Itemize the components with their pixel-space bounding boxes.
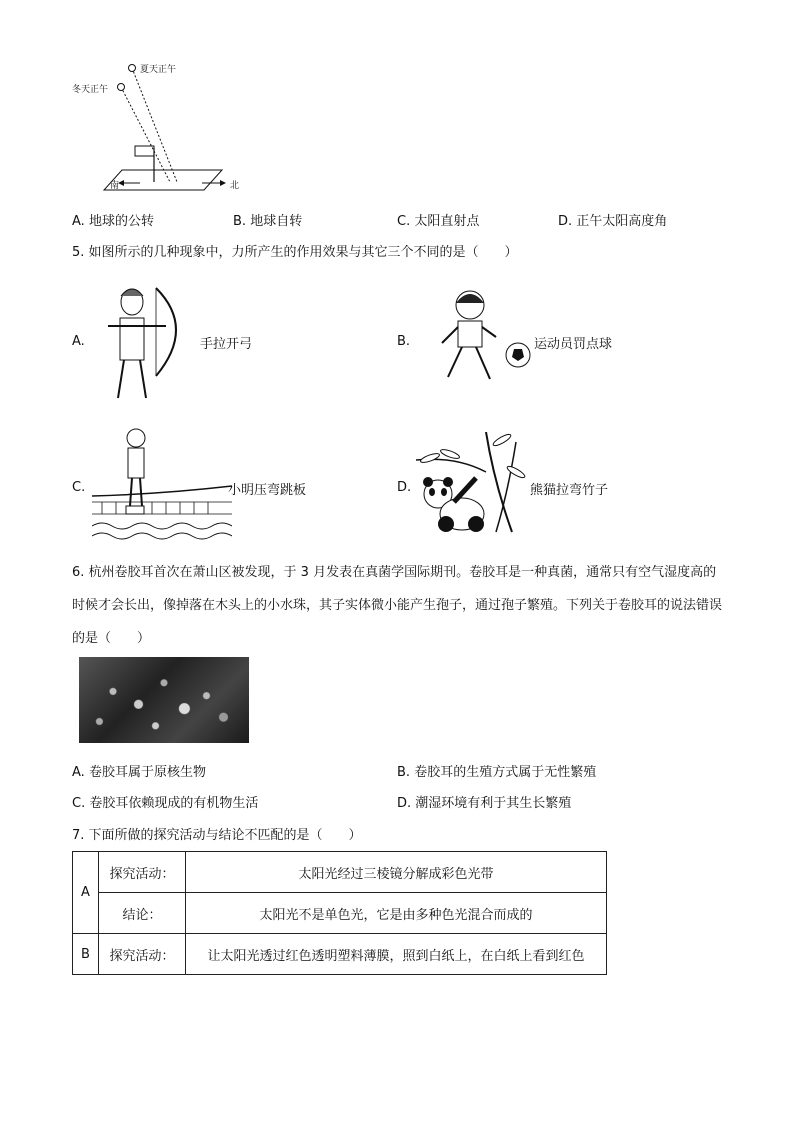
q4-option-c[interactable]: C. 太阳直射点 bbox=[397, 214, 480, 229]
q6-stem: 6. 杭州卷胶耳首次在萧山区被发现，于 3 月发表在真菌学国际期刊。卷胶耳是一种真菌，通常只有空气湿度高的时候才会长出，像掉落在木头上的小水珠，其子实体微小能产生孢子，通过孢子繁殖。下列关于卷胶耳的说法错误的是（ ） bbox=[72, 565, 723, 646]
q4-option-d[interactable]: D. 正午太阳高度角 bbox=[558, 214, 668, 229]
q4-figure bbox=[72, 58, 252, 198]
north-label: 北 bbox=[230, 181, 240, 191]
south-label: 南 bbox=[110, 181, 120, 191]
table-row bbox=[73, 893, 607, 934]
q7-table bbox=[72, 851, 607, 975]
q5-option-a-caption: 手拉开弓 bbox=[200, 337, 253, 352]
q5-option-d-letter: D. bbox=[397, 480, 412, 495]
row-label: 探究活动： bbox=[99, 934, 186, 975]
q5-option-c-letter: C. bbox=[72, 480, 86, 495]
q5-option-a-letter: A. bbox=[72, 334, 85, 349]
summer-noon-label: 夏天正午 bbox=[140, 65, 177, 75]
winter-noon-label: 冬天正午 bbox=[72, 85, 109, 95]
row-group-a: A bbox=[73, 852, 99, 934]
row-label: 探究活动： bbox=[99, 852, 186, 893]
q7-stem: 7. 下面所做的探究活动与结论不匹配的是（ ） bbox=[72, 828, 362, 843]
row-label: 结论： bbox=[99, 893, 186, 934]
q5-option-d-caption: 熊猫拉弯竹子 bbox=[530, 483, 609, 498]
row-content: 让太阳光透过红色透明塑料薄膜，照到白纸上，在白纸上看到红色 bbox=[186, 934, 607, 975]
sun-angle-diagram bbox=[72, 58, 252, 198]
q5-option-b-caption: 运动员罚点球 bbox=[534, 337, 613, 352]
q6-option-a[interactable]: A. 卷胶耳属于原核生物 bbox=[72, 765, 206, 780]
row-group-b: B bbox=[73, 934, 99, 975]
q4-option-b[interactable]: B. 地球自转 bbox=[233, 214, 303, 229]
q5-stem: 5. 如图所示的几种现象中，力所产生的作用效果与其它三个不同的是（ ） bbox=[72, 245, 518, 260]
diving-board-illustration bbox=[92, 422, 232, 546]
soccer-player-illustration bbox=[430, 285, 534, 393]
table-row bbox=[73, 852, 607, 893]
archer-illustration bbox=[96, 280, 192, 404]
q4-option-a[interactable]: A. 地球的公转 bbox=[72, 214, 154, 229]
q6-option-b[interactable]: B. 卷胶耳的生殖方式属于无性繁殖 bbox=[397, 765, 597, 780]
row-content: 太阳光经过三棱镜分解成彩色光带 bbox=[186, 852, 607, 893]
panda-illustration bbox=[416, 432, 528, 536]
q5-option-b-letter: B. bbox=[397, 334, 411, 349]
q5-option-c-caption: 小明压弯跳板 bbox=[228, 483, 307, 498]
row-content: 太阳光不是单色光，它是由多种色光混合而成的 bbox=[186, 893, 607, 934]
q6-option-c[interactable]: C. 卷胶耳依赖现成的有机物生活 bbox=[72, 796, 259, 811]
fungus-photo bbox=[79, 657, 249, 743]
q6-option-d[interactable]: D. 潮湿环境有利于其生长繁殖 bbox=[397, 796, 572, 811]
table-row bbox=[73, 934, 607, 975]
